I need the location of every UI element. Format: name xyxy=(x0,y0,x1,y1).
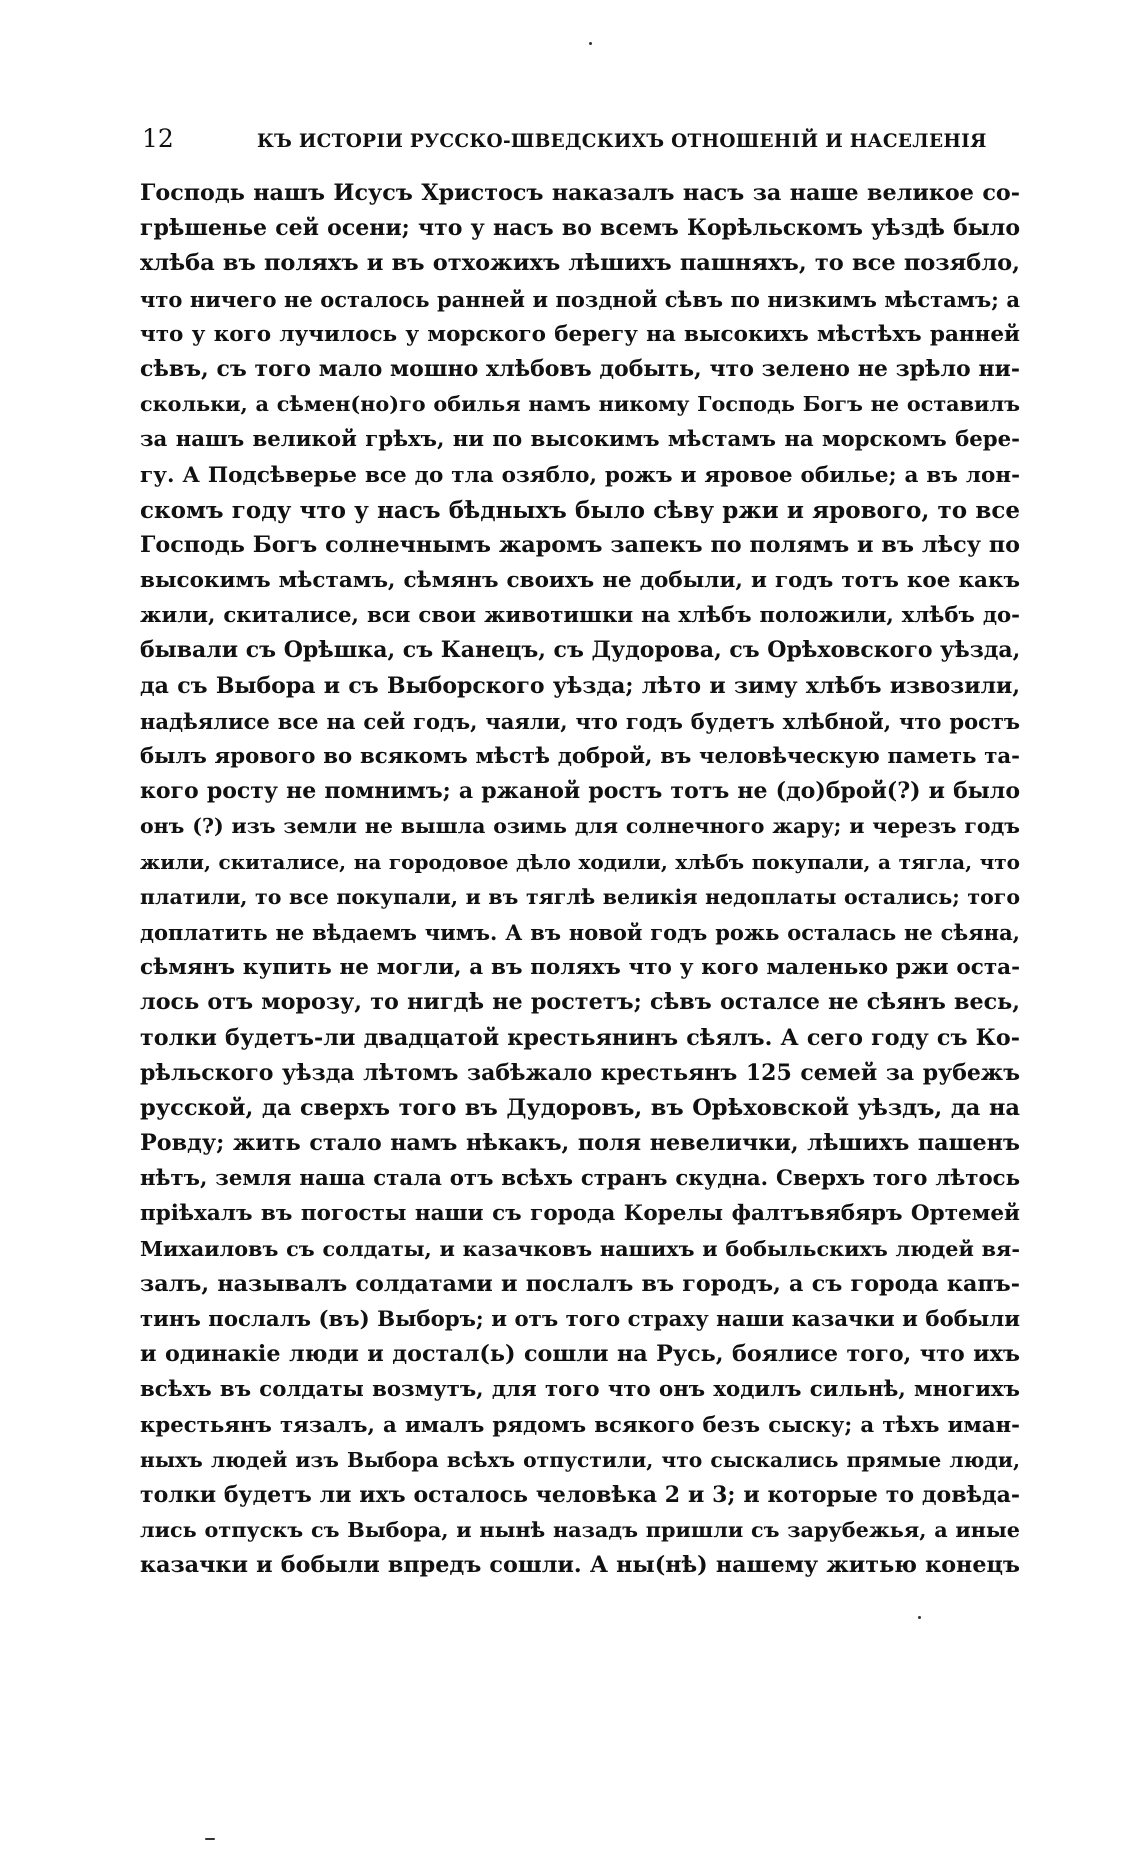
text-line: Михаиловъ съ солдаты, и казачковъ нашихъ и бобыльскихъ людей вя- xyxy=(140,1236,1020,1261)
running-title: КЪ ИСТОРІИ РУССКО-ШВЕДСКИХЪ ОТНОШЕНІЙ И НАСЕЛЕНІЯ xyxy=(257,131,987,152)
scan-speck xyxy=(205,1838,215,1840)
text-line: ныхъ людей изъ Выбора всѣхъ отпустили, что сыскались прямые люди, xyxy=(140,1447,1020,1472)
text-line: былъ ярового во всякомъ мѣстѣ доброй, въ человѣческую паметь та- xyxy=(140,744,1020,769)
body-text xyxy=(140,176,1020,1584)
text-line: кого росту не помнимъ; а ржаной ростъ тотъ не (до)брой(?) и было xyxy=(140,778,1020,805)
text-line: рѣльского уѣзда лѣтомъ забѣжало крестьянъ 125 семей за рубежъ xyxy=(140,1059,1020,1086)
text-line: Ровду; жить стало намъ нѣкакъ, поля невелички, лѣшихъ пашенъ xyxy=(140,1130,1020,1157)
text-line: казачки и бобыли впредъ сошли. А ны(нѣ) нашему житью конецъ xyxy=(140,1552,1020,1579)
scan-speck xyxy=(589,42,592,45)
text-line: залъ, называлъ солдатами и послалъ въ городъ, а съ города капъ- xyxy=(140,1270,1020,1297)
text-line: лись отпускъ съ Выбора, и нынѣ назадъ пришли съ зарубежья, а иные xyxy=(140,1518,1020,1543)
text-line: сѣвъ, съ того мало мошно хлѣбовъ добыть, что зелено не зрѣло ни- xyxy=(140,355,1020,382)
text-line: онъ (?) изъ земли не вышла озимь для солнечного жару; и черезъ годъ xyxy=(140,814,1020,839)
text-line: всѣхъ въ солдаты возмутъ, для того что онъ ходилъ сильнѣ, многихъ xyxy=(140,1377,1020,1403)
text-line: нѣтъ, земля наша стала отъ всѣхъ странъ скудна. Сверхъ того лѣтось xyxy=(140,1166,1020,1192)
text-line: что ничего не осталось ранней и поздной сѣвъ по низкимъ мѣстамъ; а xyxy=(140,286,1020,312)
text-line: грѣшенье сей осени; что у насъ во всемъ Корѣльскомъ уѣздѣ было xyxy=(140,215,1020,242)
scan-speck xyxy=(918,1616,921,1619)
text-line: скольки, а сѣмен(но)го обилья намъ никому Господь Богъ не оставилъ xyxy=(140,392,1020,417)
text-line: сѣмянъ купить не могли, а въ поляхъ что у кого маленько ржи оста- xyxy=(140,955,1020,981)
text-line: тинъ послалъ (въ) Выборъ; и отъ того страху наши казачки и бобыли xyxy=(140,1307,1020,1332)
text-line: платили, то все покупали, и въ тяглѣ великія недоплаты остались; того xyxy=(140,884,1020,909)
text-line: Господь Богъ солнечнымъ жаромъ запекъ по полямъ и въ лѣсу по xyxy=(140,531,1020,558)
text-line: да съ Выбора и съ Выборского уѣзда; лѣто и зиму хлѣбъ извозили, xyxy=(140,672,1020,699)
text-line: толки будетъ-ли двадцатой крестьянинъ сѣялъ. А сего году съ Ко- xyxy=(140,1024,1020,1051)
text-line: толки будетъ ли ихъ осталось человѣка 2 и 3; и которые то довѣда- xyxy=(140,1481,1020,1508)
text-line: русской, да сверхъ того въ Дудоровъ, въ Орѣховской уѣздъ, да на xyxy=(140,1094,1020,1121)
text-line: пріѣхалъ въ погосты наши съ города Корелы фалтъвябяръ Ортемей xyxy=(140,1201,1020,1227)
text-line: бывали съ Орѣшка, съ Канецъ, съ Дудорова, съ Орѣховского уѣзда, xyxy=(140,637,1021,664)
page-number: 12 xyxy=(142,124,174,153)
text-line: жили, скиталисе, на городовое дѣло ходили, хлѣбъ покупали, а тягла, что xyxy=(140,849,1020,874)
text-line: жили, скиталисе, вси свои животишки на хлѣбъ положили, хлѣбъ до- xyxy=(140,603,1020,629)
text-line: гу. А Подсѣверье все до тла озябло, рожъ и яровое обилье; а въ лон- xyxy=(140,462,1020,488)
text-line: доплатить не вѣдаемъ чимъ. А въ новой годъ рожь осталась не сѣяна, xyxy=(140,919,1020,945)
text-line: надѣялисе все на сей годъ, чаяли, что годъ будетъ хлѣбной, что ростъ xyxy=(140,708,1020,734)
text-line: Господь нашъ Исусъ Христосъ наказалъ насъ за наше великое со- xyxy=(140,180,1020,206)
text-line: за нашъ великой грѣхъ, ни по высокимъ мѣстамъ на морскомъ бере- xyxy=(140,427,1020,453)
text-line: крестьянъ тязалъ, а ималъ рядомъ всякого безъ сыску; а тѣхъ иман- xyxy=(140,1412,1020,1438)
text-line: что у кого лучилось у морского берегу на высокихъ мѣстѣхъ ранней xyxy=(140,321,1020,347)
text-line: хлѣба въ поляхъ и въ отхожихъ лѣшихъ пашняхъ, то все позябло, xyxy=(140,250,1020,277)
text-line: высокимъ мѣстамъ, сѣмянъ своихъ не добыли, и годъ тотъ кое какъ xyxy=(140,568,1020,594)
running-head xyxy=(142,122,1032,156)
text-line: лось отъ морозу, то нигдѣ не ростетъ; сѣвъ осталсе не сѣянъ весь, xyxy=(140,989,1020,1016)
text-line: и одинакіе люди и достал(ь) сошли на Русь, боялисе того, что ихъ xyxy=(140,1341,1020,1368)
text-line: скомъ году что у насъ бѣдныхъ было сѣву ржи и ярового, то все xyxy=(140,496,1020,524)
